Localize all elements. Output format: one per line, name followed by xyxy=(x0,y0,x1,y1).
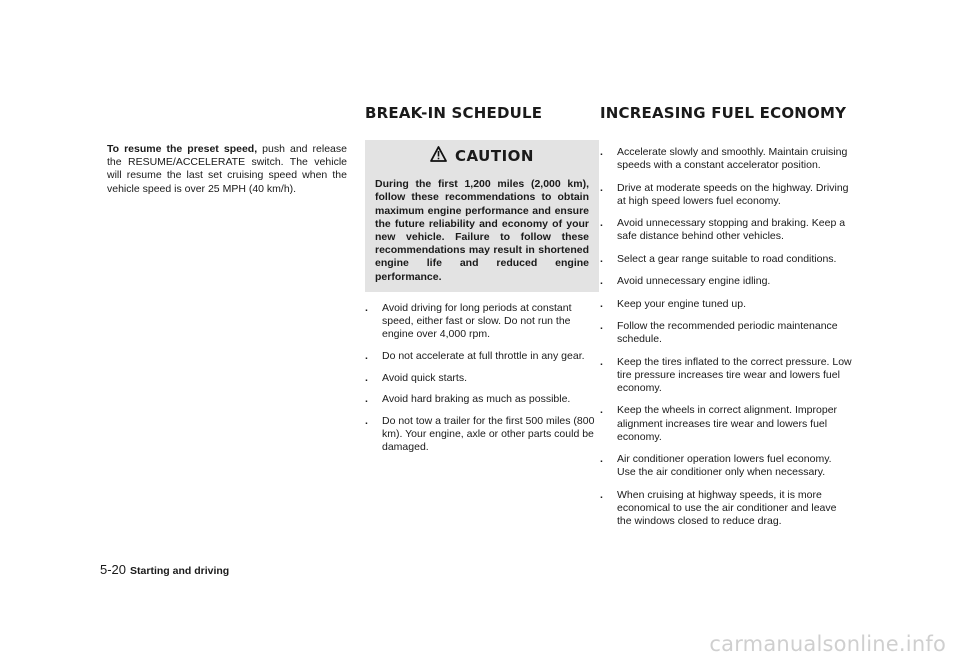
page-footer xyxy=(100,562,229,577)
list-item: . Select a gear range suitable to road conditions. xyxy=(600,252,837,265)
list-item: . Air conditioner operation lowers fuel economy. Use the air conditioner only when necessary. xyxy=(600,453,832,479)
list-item: . Follow the recommended periodic maintenance schedule. xyxy=(600,319,838,346)
list-item: . Keep the wheels in correct alignment. Improper alignment increases tire wear and lowers fuel economy. xyxy=(600,404,838,443)
list-item: . Do not accelerate at full throttle in any gear. xyxy=(365,349,585,362)
fuel-economy-list xyxy=(600,146,852,528)
resume-lead: To resume the preset speed, xyxy=(107,143,258,155)
list-item: . Keep your engine tuned up. xyxy=(600,297,747,310)
warning-triangle-icon xyxy=(430,146,447,166)
break-in-column xyxy=(365,140,599,463)
list-item: . Avoid hard braking as much as possible. xyxy=(365,393,571,406)
fuel-economy-column xyxy=(600,146,852,538)
list-item: . Keep the tires inflated to the correct pressure. Low tire pressure increases tire wear and lowers fuel economy. xyxy=(600,355,852,394)
list-item: . When cruising at highway speeds, it is more economical to use the air conditioner and leave the windows closed to reduce drag. xyxy=(600,488,837,528)
list-item: . Avoid unnecessary engine idling. xyxy=(600,275,771,288)
list-item: . Do not tow a trailer for the first 500 miles (800 km). Your engine, axle or other parts could be damaged. xyxy=(365,415,595,454)
list-item: . Avoid quick starts. xyxy=(365,371,468,384)
list-item: . Accelerate slowly and smoothly. Maintain cruising speeds with a constant accelerator position. xyxy=(600,146,848,172)
list-item: . Drive at moderate speeds on the highway. Driving at high speed lowers fuel economy. xyxy=(600,181,849,207)
heading-break-in: BREAK-IN SCHEDULE xyxy=(365,104,543,122)
heading-fuel-economy: INCREASING FUEL ECONOMY xyxy=(600,104,847,122)
page-number: 5-20 xyxy=(100,562,127,577)
caution-header xyxy=(375,146,589,166)
caution-box xyxy=(365,140,599,292)
watermark: carmanualsonline.info xyxy=(709,632,946,656)
list-item: . Avoid unnecessary stopping and braking. Keep a safe distance behind other vehicles. xyxy=(600,217,846,243)
resume-paragraph xyxy=(107,143,347,196)
resume-text: push and release the RESUME/ACCELERATE switch. The vehicle will resume the last set cruising speed when the vehicle speed is over 25 MPH (40 km/h). xyxy=(107,143,347,195)
section-title: Starting and driving xyxy=(130,565,230,577)
list-item: . Avoid driving for long periods at constant speed, either fast or slow. Do not run the engine over 4,000 rpm. xyxy=(365,301,572,341)
break-in-list xyxy=(365,302,599,455)
caution-title: CAUTION xyxy=(455,146,534,165)
caution-text: During the first 1,200 miles (2,000 km), follow these recommendations to obtain maximum engine performance and ensure the future reliability and economy of your new vehicle. Failure to follow these recommendations may result in shortened engine life and reduced engine performance. xyxy=(375,178,589,283)
